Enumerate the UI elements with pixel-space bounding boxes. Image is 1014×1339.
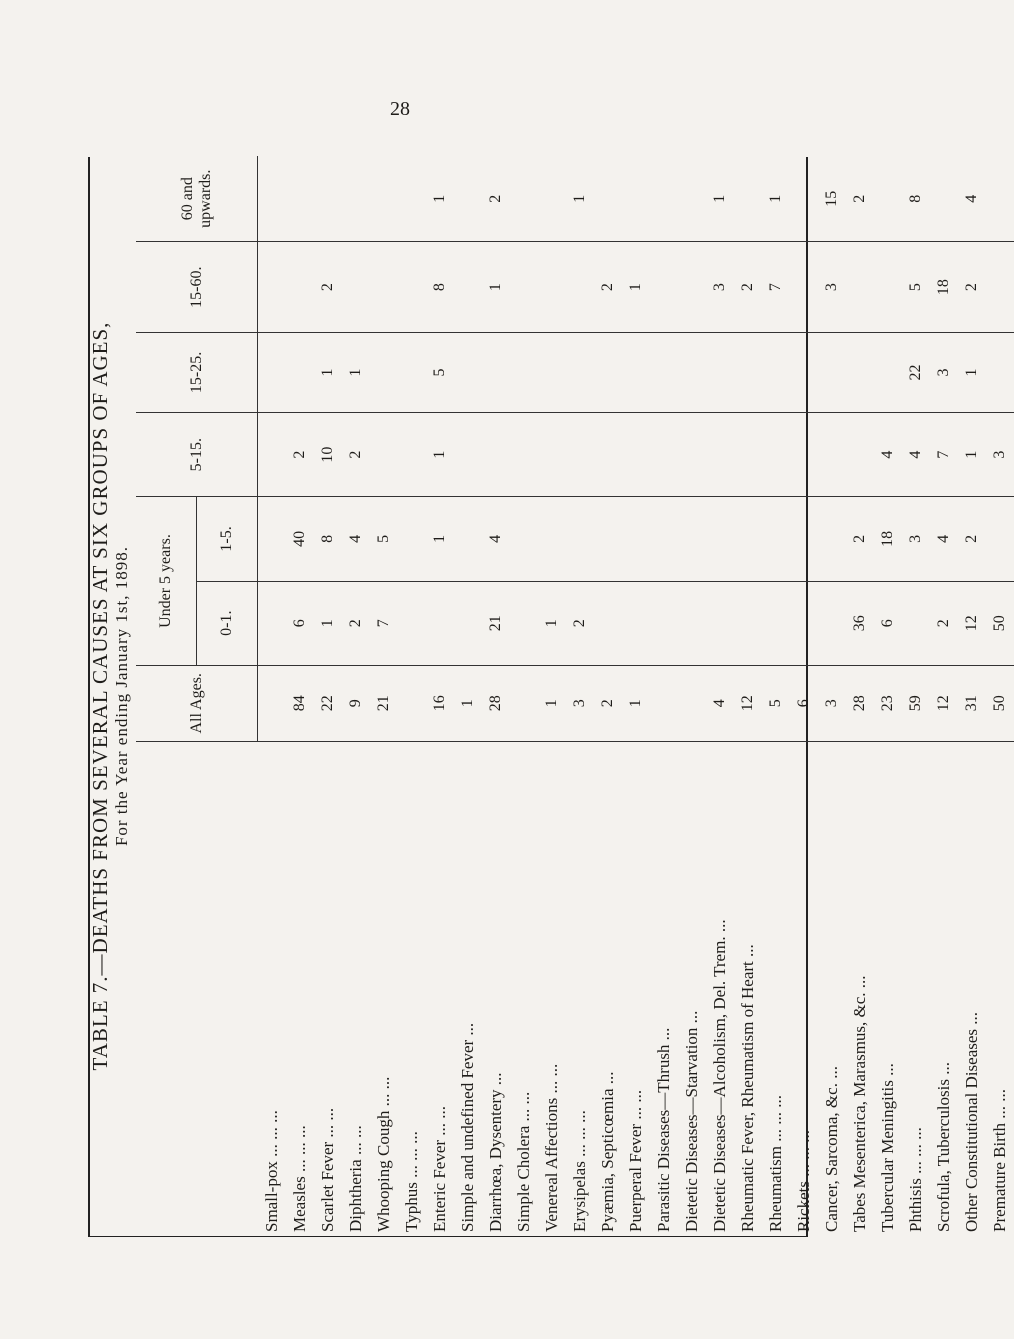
age-5-15-cell xyxy=(622,413,650,497)
age-15-25-cell xyxy=(370,332,398,412)
age-25-60-cell: 5 xyxy=(902,242,930,333)
all-ages-cell xyxy=(510,665,538,741)
cause-cell: Scrofula, Tuberculosis ... xyxy=(934,1062,953,1232)
all-ages-cell: 12 xyxy=(734,665,762,741)
age-25-60-cell: 1 xyxy=(622,242,650,333)
age-25-60-cell xyxy=(510,242,538,333)
all-ages-cell: 59 xyxy=(902,665,930,741)
all-ages-cell: 3 xyxy=(818,665,846,741)
age-0-1-cell xyxy=(510,581,538,665)
age-5-15-cell xyxy=(482,413,510,497)
age-15-25-cell xyxy=(566,332,594,412)
age-1-5-cell xyxy=(678,497,706,581)
table-row xyxy=(678,156,706,1236)
table-row xyxy=(846,156,874,1236)
table-row xyxy=(706,156,734,1236)
cause-cell: Parasitic Diseases—Thrush ... xyxy=(654,1027,673,1232)
cause-cell: Enteric Fever ... ... xyxy=(430,1105,449,1232)
age-60-up-cell: 2 xyxy=(846,156,874,242)
age-5-15-cell xyxy=(510,413,538,497)
age-1-5-cell: 4 xyxy=(482,497,510,581)
age-0-1-cell: 2 xyxy=(342,581,370,665)
cause-cell: Erysipelas ... ... ... xyxy=(570,1110,589,1232)
age-0-1-cell: 12 xyxy=(958,581,986,665)
age-1-5-cell: 4 xyxy=(930,497,958,581)
all-ages-cell: 5 xyxy=(762,665,790,741)
cause-cell: Cancer, Sarcoma, &c. ... xyxy=(822,1066,841,1232)
age-1-5-cell xyxy=(706,497,734,581)
all-ages-cell: 84 xyxy=(286,665,314,741)
all-ages-cell xyxy=(650,665,678,741)
age-25-60-cell xyxy=(986,242,1014,333)
age-5-15-cell: 4 xyxy=(874,413,902,497)
age-25-60-cell xyxy=(398,242,426,333)
age-5-15-cell: 10 xyxy=(314,413,342,497)
cause-cell: Scarlet Fever ... ... xyxy=(318,1107,337,1232)
age-5-15-cell: 7 xyxy=(930,413,958,497)
age-0-1-cell: 21 xyxy=(482,581,510,665)
header-1-5: 1-5. xyxy=(197,497,258,581)
cause-cell: Whooping Cough ... ... xyxy=(374,1076,393,1232)
age-5-15-cell xyxy=(818,413,846,497)
age-60-up-cell: 4 xyxy=(958,156,986,242)
all-ages-cell: 1 xyxy=(454,665,482,741)
age-15-25-cell xyxy=(818,332,846,412)
title-line-1: TABLE 7.—DEATHS FROM SEVERAL CAUSES AT SIX GROUPS OF AGES, xyxy=(88,321,112,1071)
age-0-1-cell xyxy=(734,581,762,665)
all-ages-cell: 9 xyxy=(342,665,370,741)
age-5-15-cell xyxy=(762,413,790,497)
age-1-5-cell xyxy=(566,497,594,581)
age-0-1-cell xyxy=(622,581,650,665)
age-25-60-cell xyxy=(538,242,566,333)
table-row xyxy=(370,156,398,1236)
age-60-up-cell: 15 xyxy=(818,156,846,242)
table-row xyxy=(594,156,622,1236)
header-25-60: 15-60. xyxy=(136,242,258,333)
age-0-1-cell xyxy=(762,581,790,665)
age-0-1-cell xyxy=(426,581,454,665)
all-ages-cell: 6 xyxy=(790,665,818,741)
age-1-5-cell xyxy=(538,497,566,581)
age-1-5-cell xyxy=(258,497,287,581)
age-25-60-cell: 1 xyxy=(482,242,510,333)
table-row xyxy=(538,156,566,1236)
table-row xyxy=(874,156,902,1236)
cause-cell: Simple Cholera ... ... xyxy=(514,1091,533,1232)
cause-cell: Simple and undefined Fever ... xyxy=(458,1022,477,1232)
all-ages-cell: 16 xyxy=(426,665,454,741)
age-15-25-cell xyxy=(762,332,790,412)
age-60-up-cell: 1 xyxy=(762,156,790,242)
age-60-up-cell: 2 xyxy=(482,156,510,242)
cause-cell: Premature Birth ... ... xyxy=(990,1088,1009,1232)
age-15-25-cell xyxy=(454,332,482,412)
age-25-60-cell xyxy=(874,242,902,333)
age-15-25-cell xyxy=(734,332,762,412)
age-1-5-cell xyxy=(454,497,482,581)
age-1-5-cell: 40 xyxy=(286,497,314,581)
age-15-25-cell: 1 xyxy=(342,332,370,412)
cause-cell: Rheumatic Fever, Rheumatism of Heart ... xyxy=(738,944,757,1232)
header-0-1: 0-1. xyxy=(197,581,258,665)
age-25-60-cell xyxy=(258,242,287,333)
age-15-25-cell: 1 xyxy=(958,332,986,412)
cause-cell: Dietetic Diseases—Starvation ... xyxy=(682,1010,701,1232)
all-ages-cell: 28 xyxy=(846,665,874,741)
age-60-up-cell xyxy=(594,156,622,242)
age-25-60-cell xyxy=(566,242,594,333)
age-15-25-cell xyxy=(874,332,902,412)
age-60-up-cell: 1 xyxy=(706,156,734,242)
cause-cell: Diarrhœa, Dysentery ... xyxy=(486,1072,505,1232)
header-row-1 xyxy=(136,156,197,1236)
age-15-25-cell xyxy=(258,332,287,412)
cause-cell: Rickets ... ... ... xyxy=(794,1130,813,1232)
age-5-15-cell xyxy=(734,413,762,497)
cause-cell: Typhus ... ... ... xyxy=(402,1131,421,1232)
age-1-5-cell: 18 xyxy=(874,497,902,581)
age-25-60-cell: 2 xyxy=(958,242,986,333)
age-5-15-cell: 2 xyxy=(342,413,370,497)
all-ages-cell: 28 xyxy=(482,665,510,741)
age-1-5-cell: 8 xyxy=(314,497,342,581)
age-15-25-cell xyxy=(790,332,818,412)
table-row xyxy=(622,156,650,1236)
all-ages-cell: 4 xyxy=(706,665,734,741)
table-sheet xyxy=(88,157,1009,1237)
table-row xyxy=(454,156,482,1236)
age-5-15-cell xyxy=(846,413,874,497)
age-15-25-cell xyxy=(706,332,734,412)
age-25-60-cell: 2 xyxy=(734,242,762,333)
age-25-60-cell: 8 xyxy=(426,242,454,333)
all-ages-cell: 2 xyxy=(594,665,622,741)
age-0-1-cell: 6 xyxy=(874,581,902,665)
page-number: 28 xyxy=(390,98,410,120)
age-0-1-cell xyxy=(650,581,678,665)
all-ages-cell: 12 xyxy=(930,665,958,741)
age-0-1-cell xyxy=(790,581,818,665)
age-1-5-cell xyxy=(622,497,650,581)
age-25-60-cell xyxy=(286,242,314,333)
age-60-up-cell xyxy=(930,156,958,242)
age-25-60-cell xyxy=(846,242,874,333)
age-60-up-cell xyxy=(258,156,287,242)
age-0-1-cell: 1 xyxy=(538,581,566,665)
age-25-60-cell xyxy=(790,242,818,333)
age-25-60-cell xyxy=(650,242,678,333)
age-5-15-cell xyxy=(566,413,594,497)
age-15-25-cell: 3 xyxy=(930,332,958,412)
age-1-5-cell xyxy=(594,497,622,581)
age-0-1-cell: 2 xyxy=(566,581,594,665)
age-60-up-cell xyxy=(538,156,566,242)
age-0-1-cell: 36 xyxy=(846,581,874,665)
table-row xyxy=(510,156,538,1236)
age-1-5-cell: 2 xyxy=(846,497,874,581)
table-row xyxy=(482,156,510,1236)
age-25-60-cell xyxy=(370,242,398,333)
age-60-up-cell xyxy=(986,156,1014,242)
age-5-15-cell xyxy=(398,413,426,497)
cause-cell: Tubercular Meningitis ... xyxy=(878,1063,897,1232)
all-ages-cell xyxy=(678,665,706,741)
all-ages-cell: 3 xyxy=(566,665,594,741)
table-row xyxy=(958,156,986,1236)
age-5-15-cell xyxy=(706,413,734,497)
cause-cell: Puerperal Fever ... ... xyxy=(626,1089,645,1232)
age-25-60-cell: 3 xyxy=(706,242,734,333)
cause-cell: Dietetic Diseases—Alcoholism, Del. Trem. ... xyxy=(710,919,729,1232)
age-1-5-cell xyxy=(762,497,790,581)
age-25-60-cell xyxy=(678,242,706,333)
all-ages-cell: 50 xyxy=(986,665,1014,741)
age-1-5-cell: 5 xyxy=(370,497,398,581)
age-15-25-cell xyxy=(538,332,566,412)
age-15-25-cell xyxy=(482,332,510,412)
age-25-60-cell: 2 xyxy=(594,242,622,333)
age-15-25-cell xyxy=(678,332,706,412)
age-15-25-cell xyxy=(650,332,678,412)
age-5-15-cell: 1 xyxy=(426,413,454,497)
age-0-1-cell xyxy=(398,581,426,665)
table-row xyxy=(734,156,762,1236)
all-ages-cell: 1 xyxy=(538,665,566,741)
age-15-25-cell xyxy=(594,332,622,412)
age-60-up-cell xyxy=(790,156,818,242)
age-60-up-cell xyxy=(650,156,678,242)
deaths-table xyxy=(136,156,1014,1236)
age-0-1-cell xyxy=(454,581,482,665)
age-15-25-cell xyxy=(846,332,874,412)
age-25-60-cell: 18 xyxy=(930,242,958,333)
cause-header xyxy=(136,741,258,1236)
age-60-up-cell xyxy=(622,156,650,242)
cause-cell: Measles ... ... ... xyxy=(290,1125,309,1232)
age-60-up-cell xyxy=(734,156,762,242)
age-15-25-cell xyxy=(986,332,1014,412)
age-15-25-cell: 22 xyxy=(902,332,930,412)
age-15-25-cell xyxy=(398,332,426,412)
age-0-1-cell xyxy=(678,581,706,665)
all-ages-cell: 31 xyxy=(958,665,986,741)
age-0-1-cell xyxy=(902,581,930,665)
age-60-up-cell xyxy=(678,156,706,242)
age-60-up-cell xyxy=(370,156,398,242)
cause-cell: Phthisis ... ... ... xyxy=(906,1127,925,1232)
age-5-15-cell xyxy=(454,413,482,497)
age-5-15-cell xyxy=(650,413,678,497)
table-row xyxy=(986,156,1014,1236)
all-ages-cell: 1 xyxy=(622,665,650,741)
table-title xyxy=(90,156,136,1236)
age-60-up-cell: 1 xyxy=(426,156,454,242)
table-row xyxy=(930,156,958,1236)
table-row xyxy=(286,156,314,1236)
table-row xyxy=(790,156,818,1236)
age-5-15-cell xyxy=(370,413,398,497)
age-60-up-cell xyxy=(342,156,370,242)
age-60-up-cell: 8 xyxy=(902,156,930,242)
title-line-2: For the Year ending January 1st, 1898. xyxy=(112,545,131,847)
age-1-5-cell xyxy=(510,497,538,581)
table-row xyxy=(650,156,678,1236)
age-60-up-cell xyxy=(510,156,538,242)
cause-cell: Small-pox ... ... ... xyxy=(261,1110,281,1232)
cause-cell: Rheumatism ... ... ... xyxy=(766,1095,785,1232)
age-15-25-cell: 5 xyxy=(426,332,454,412)
age-0-1-cell: 2 xyxy=(930,581,958,665)
age-0-1-cell: 50 xyxy=(986,581,1014,665)
cause-cell: Other Constitutional Diseases ... xyxy=(962,1011,981,1232)
header-60-upwards: 60 and upwards. xyxy=(136,156,258,242)
table-row xyxy=(818,156,846,1236)
age-1-5-cell xyxy=(734,497,762,581)
table-row xyxy=(762,156,790,1236)
age-15-25-cell xyxy=(510,332,538,412)
age-0-1-cell: 1 xyxy=(314,581,342,665)
age-60-up-cell xyxy=(286,156,314,242)
age-0-1-cell: 6 xyxy=(286,581,314,665)
age-0-1-cell xyxy=(818,581,846,665)
age-15-25-cell xyxy=(286,332,314,412)
age-1-5-cell xyxy=(818,497,846,581)
table-row xyxy=(426,156,454,1236)
age-25-60-cell: 2 xyxy=(314,242,342,333)
age-1-5-cell: 4 xyxy=(342,497,370,581)
table-row xyxy=(398,156,426,1236)
cause-cell: Diphtheria ... ... xyxy=(346,1125,365,1232)
table-row xyxy=(566,156,594,1236)
age-60-up-cell xyxy=(454,156,482,242)
header-15-25: 15-25. xyxy=(136,332,258,412)
age-60-up-cell xyxy=(874,156,902,242)
all-ages-cell: 23 xyxy=(874,665,902,741)
age-25-60-cell xyxy=(342,242,370,333)
header-5-15: 5-15. xyxy=(136,413,258,497)
age-1-5-cell xyxy=(986,497,1014,581)
age-1-5-cell xyxy=(398,497,426,581)
all-ages-cell xyxy=(398,665,426,741)
age-25-60-cell: 3 xyxy=(818,242,846,333)
age-1-5-cell: 1 xyxy=(426,497,454,581)
age-5-15-cell xyxy=(594,413,622,497)
age-0-1-cell: 7 xyxy=(370,581,398,665)
all-ages-cell: 22 xyxy=(314,665,342,741)
age-15-25-cell: 1 xyxy=(314,332,342,412)
age-5-15-cell xyxy=(538,413,566,497)
age-5-15-cell xyxy=(678,413,706,497)
age-1-5-cell xyxy=(650,497,678,581)
age-5-15-cell xyxy=(258,413,287,497)
age-25-60-cell xyxy=(454,242,482,333)
all-ages-cell xyxy=(258,665,287,741)
table-row xyxy=(314,156,342,1236)
table-body xyxy=(258,156,1014,1236)
age-5-15-cell: 2 xyxy=(286,413,314,497)
table-row xyxy=(258,156,287,1236)
cause-cell: Tabes Mesenterica, Marasmus, &c. ... xyxy=(850,975,869,1232)
table-row xyxy=(342,156,370,1236)
age-15-25-cell xyxy=(622,332,650,412)
all-ages-cell: 21 xyxy=(370,665,398,741)
age-1-5-cell: 3 xyxy=(902,497,930,581)
cause-cell: Venereal Affections ... ... xyxy=(542,1063,561,1232)
age-25-60-cell: 7 xyxy=(762,242,790,333)
age-5-15-cell: 4 xyxy=(902,413,930,497)
age-5-15-cell xyxy=(790,413,818,497)
age-0-1-cell xyxy=(594,581,622,665)
age-5-15-cell: 1 xyxy=(958,413,986,497)
age-0-1-cell xyxy=(258,581,287,665)
table-row xyxy=(902,156,930,1236)
header-under-5: Under 5 years. xyxy=(136,497,197,666)
header-all-ages: All Ages. xyxy=(136,665,258,741)
age-1-5-cell: 2 xyxy=(958,497,986,581)
age-60-up-cell xyxy=(398,156,426,242)
age-60-up-cell: 1 xyxy=(566,156,594,242)
age-60-up-cell xyxy=(314,156,342,242)
age-5-15-cell: 3 xyxy=(986,413,1014,497)
cause-cell: Pyæmia, Septicœmia ... xyxy=(598,1071,617,1232)
age-1-5-cell xyxy=(790,497,818,581)
age-0-1-cell xyxy=(706,581,734,665)
